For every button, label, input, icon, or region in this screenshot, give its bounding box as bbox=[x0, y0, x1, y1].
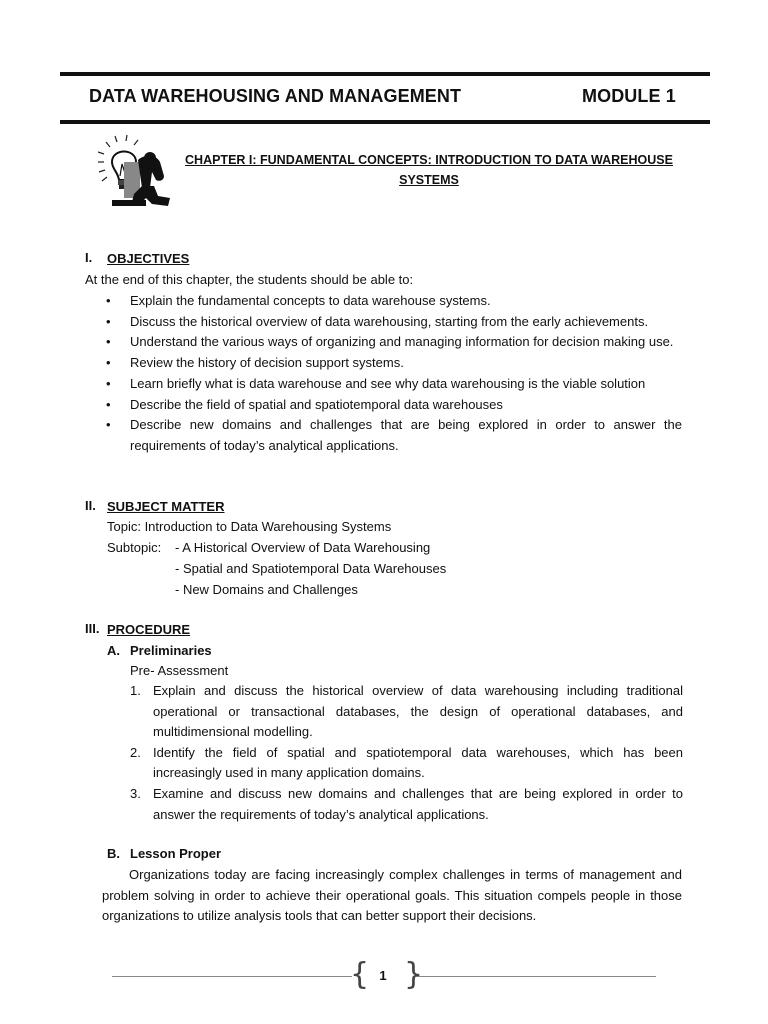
header-bottom-rule bbox=[60, 120, 710, 124]
header-top-rule bbox=[60, 72, 710, 76]
list-item: • Understand the various ways of organizing and managing information for decision making use. bbox=[104, 332, 682, 353]
list-item: • Describe the field of spatial and spatiotemporal data warehouses bbox=[104, 395, 682, 416]
lesson-label: Lesson Proper bbox=[130, 846, 222, 861]
lesson-letter: B. bbox=[107, 846, 120, 861]
subtopic-item: - New Domains and Challenges bbox=[175, 582, 358, 597]
list-item: • Describe new domains and challenges that are being explored in order to answer the requirements of today’s analytical applications. bbox=[104, 415, 682, 456]
list-item: • Discuss the historical overview of data warehousing, starting from the early achievements. bbox=[104, 312, 682, 333]
chapter-title: CHAPTER I: FUNDAMENTAL CONCEPTS: INTRODUCTION TO DATA WAREHOUSE SYSTEMS bbox=[185, 153, 673, 187]
module-label: MODULE 1 bbox=[582, 86, 676, 106]
list-item: • Review the history of decision support systems. bbox=[104, 353, 682, 374]
pre-assessment-label: Pre- Assessment bbox=[130, 663, 229, 678]
list-item: • Learn briefly what is data warehouse and see why data warehousing is the viable solution bbox=[104, 374, 682, 395]
list-item-text: Examine and discuss new domains and challenges that are being explored in order to answer the requirements of today’s analytical applications. bbox=[153, 785, 683, 822]
list-item-number: 3. bbox=[130, 785, 141, 801]
objectives-heading: OBJECTIVES bbox=[107, 251, 190, 266]
subtopic-item: - Spatial and Spatiotemporal Data Warehouses bbox=[175, 561, 447, 576]
preliminaries-label: Preliminaries bbox=[130, 643, 212, 658]
list-item bbox=[130, 784, 683, 825]
procedure-heading: PROCEDURE bbox=[107, 622, 191, 637]
footer-rule-left bbox=[112, 976, 352, 977]
procedure-number: III. bbox=[85, 621, 100, 636]
document-title: DATA WAREHOUSING AND MANAGEMENT bbox=[89, 86, 462, 106]
subtopic-item: - A Historical Overview of Data Warehousing bbox=[175, 540, 431, 555]
topic-line: Topic: Introduction to Data Warehousing Systems bbox=[107, 519, 392, 534]
objectives-number: I. bbox=[85, 250, 93, 265]
list-item-number: 2. bbox=[130, 744, 141, 760]
list-item bbox=[130, 743, 683, 784]
pre-assessment-list bbox=[130, 681, 683, 825]
lesson-paragraph: Organizations today are facing increasingly complex challenges in terms of management and problem solving in order to achieve their operational goals. This situation compels people in those organizations to utilize analysis tools that can better support their decisions. bbox=[102, 867, 682, 924]
list-item-text: Identify the field of spatial and spatiotemporal data warehouses, which has been increasingly used in many application domains. bbox=[153, 744, 683, 781]
lightbulb-thinker-icon bbox=[98, 134, 172, 210]
preliminaries-letter: A. bbox=[107, 643, 120, 658]
list-item bbox=[130, 681, 683, 743]
page-number: 1 bbox=[379, 968, 387, 983]
objectives-intro: At the end of this chapter, the students should be able to: bbox=[85, 272, 414, 287]
subject-matter-heading: SUBJECT MATTER bbox=[107, 499, 225, 514]
subject-matter-number: II. bbox=[85, 498, 96, 513]
left-brace-icon: { bbox=[350, 957, 370, 992]
list-item-text: Explain and discuss the historical overview of data warehousing including traditional operational or transactional databases, the design of operational databases, and multidimensional modelling. bbox=[153, 683, 683, 740]
subtopic-label: Subtopic: bbox=[107, 540, 162, 555]
list-item: • Explain the fundamental concepts to data warehouse systems. bbox=[104, 291, 682, 312]
right-brace-icon: } bbox=[404, 957, 424, 992]
footer-rule-right bbox=[416, 976, 656, 977]
list-item-number: 1. bbox=[130, 683, 141, 698]
objectives-list bbox=[104, 291, 682, 457]
